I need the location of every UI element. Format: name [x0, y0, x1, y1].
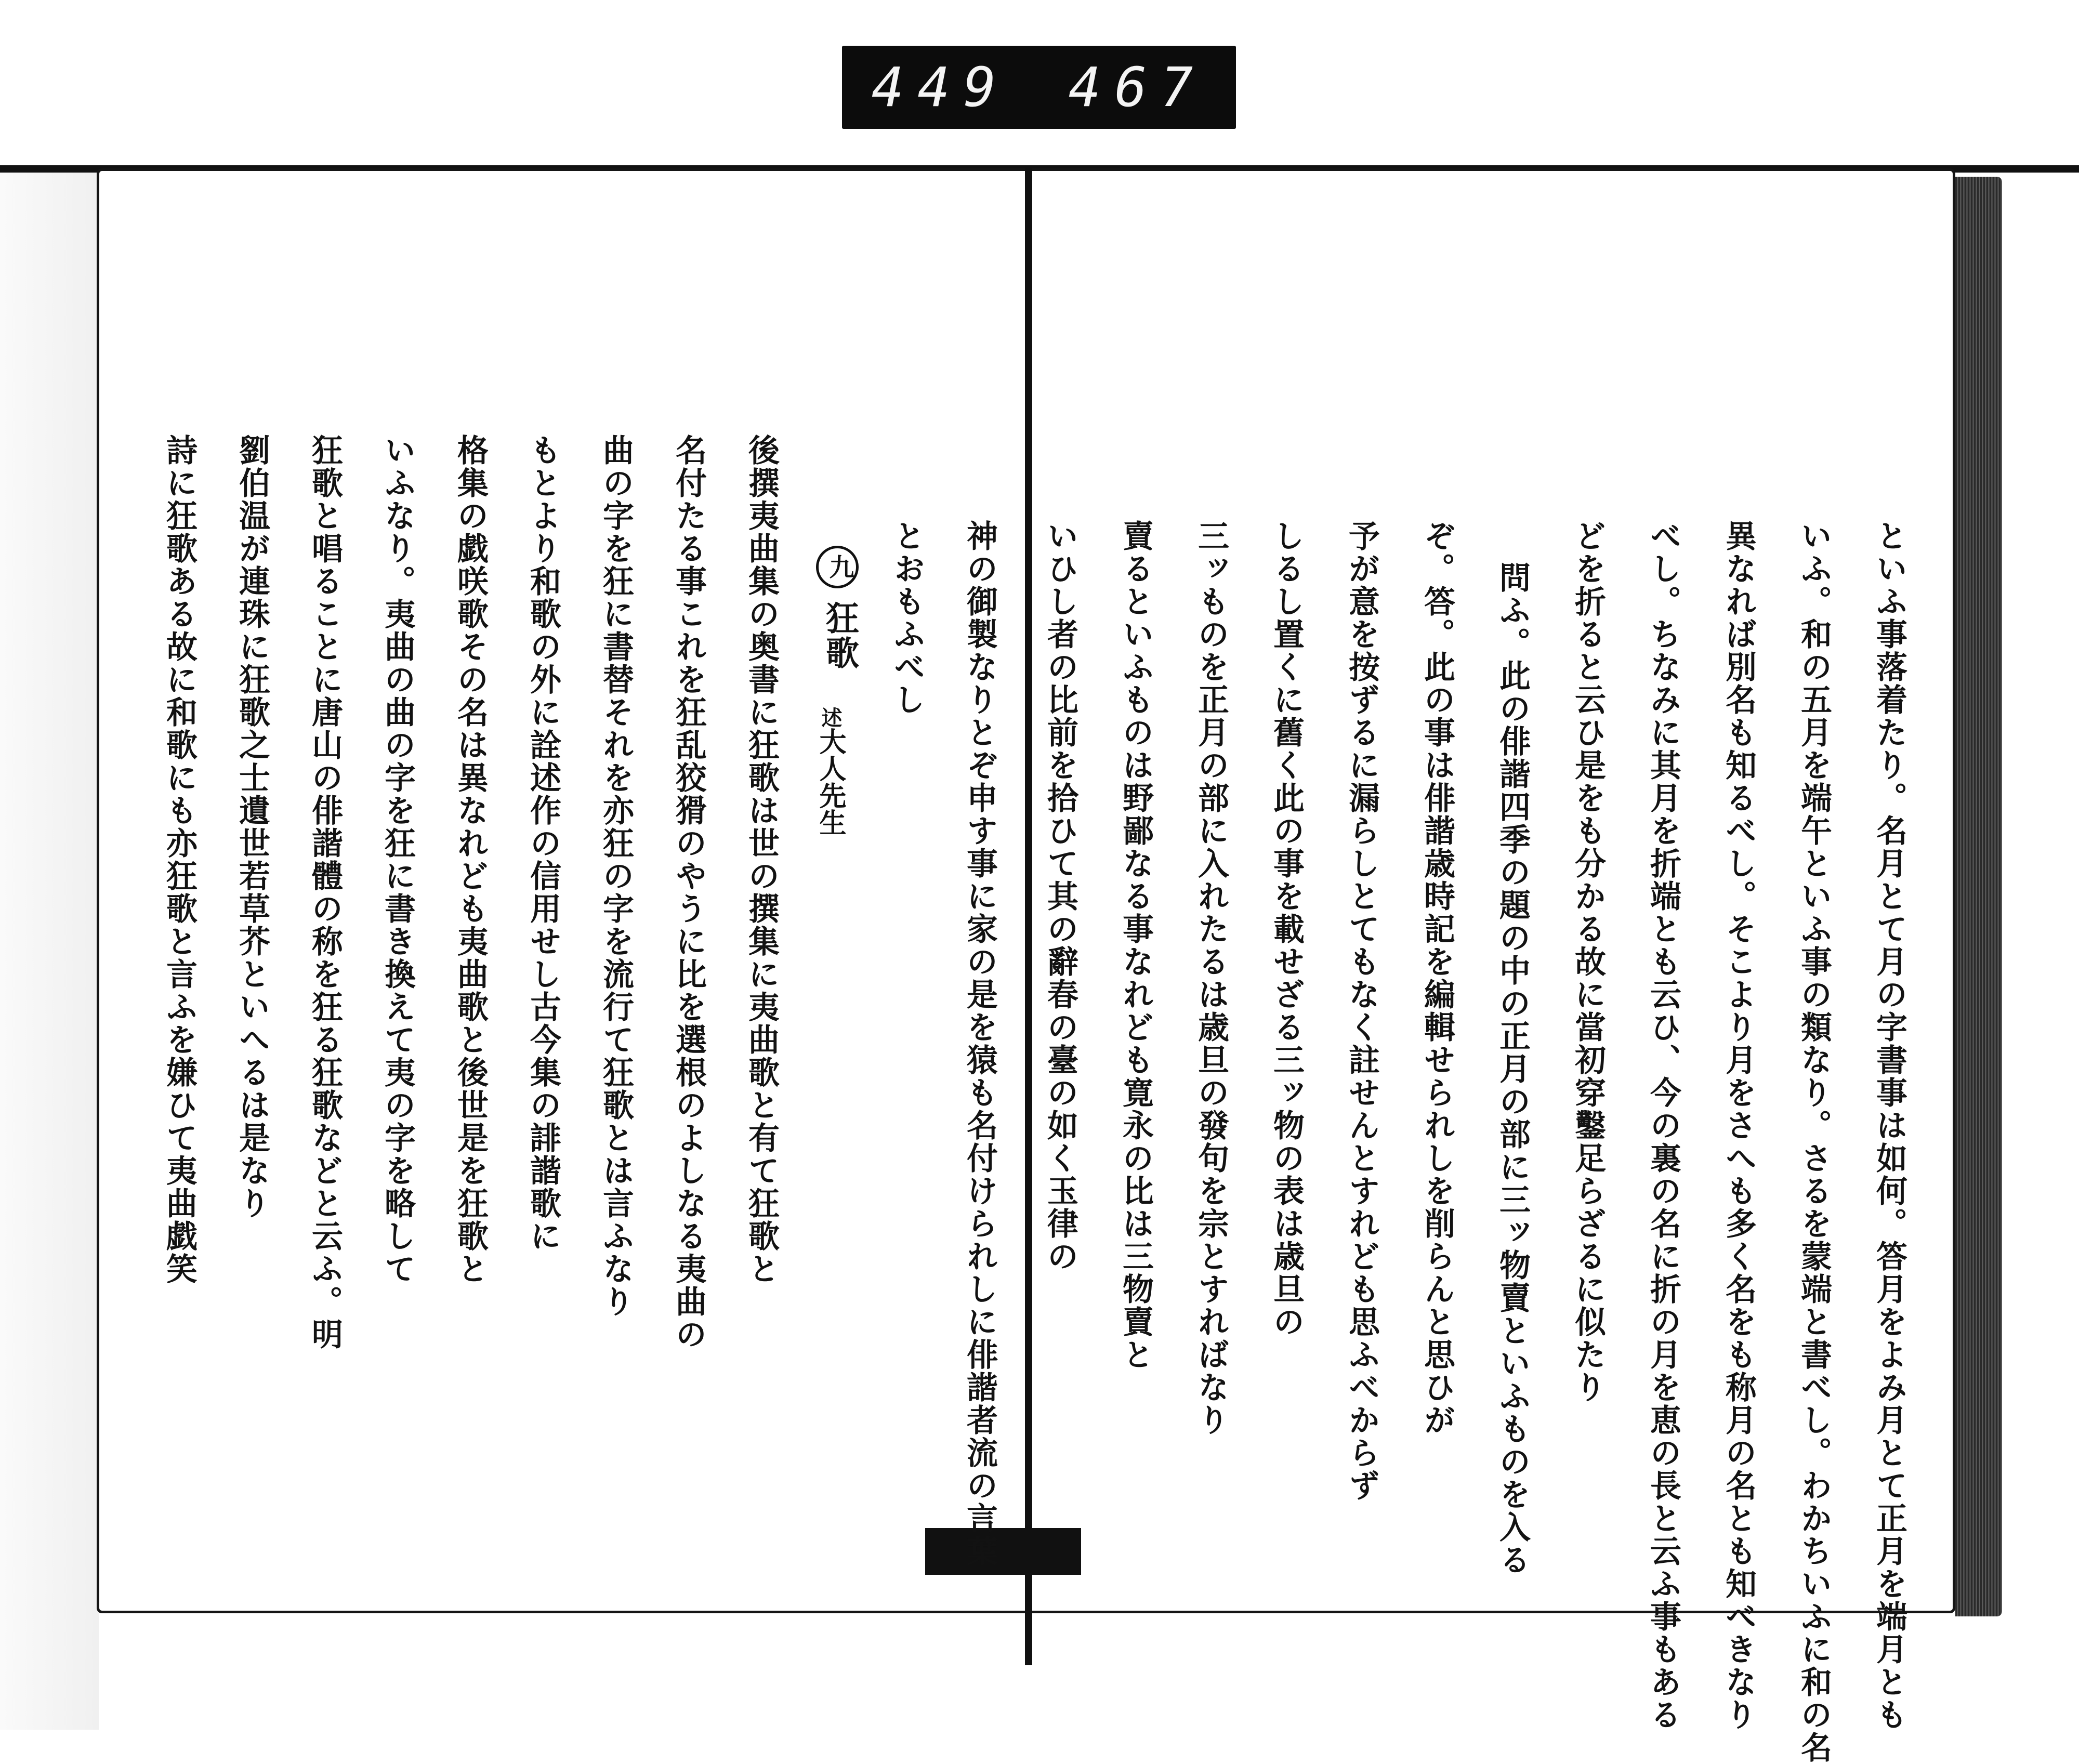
right-text-column: 異なれば別名も知るべし。そこより月をさへも多く名をも称月の名とも知べきなり [1720, 520, 1757, 1731]
author-line [811, 707, 850, 836]
left-body-column: 詩に狂歌ある故に和歌にも亦狂歌と言ふを嫌ひて夷曲戯笑 [161, 434, 198, 1285]
right-text-column: いひし者の比前を拾ひて其の辭春の臺の如く玉律の [1042, 520, 1078, 1273]
right-text-column: いふ。和の五月を端午といふ事の類なり。さるを蒙端と書べし。わかちいふに和の名 [1796, 520, 1832, 1764]
right-text-column: しるし置くに舊く此の事を載せざる三ッ物の表は歳旦の [1268, 520, 1305, 1338]
section-heading [816, 546, 859, 670]
author-name: 大人先生 [814, 728, 846, 836]
right-text-column: といふ事落着たり。名月とて月の字書事は如何。答月をよみ月とて正月を端月とも [1871, 520, 1907, 1731]
right-text-column: 問ふ。此の俳諧四季の題の中の正月の部に三ッ物賣といふものを入る [1494, 561, 1531, 1576]
scanner-right-bar [1985, 166, 2079, 173]
frame-number-plate [842, 46, 1236, 129]
left-text-column: 神の御製なりとぞ申す事に家の是を猿も名付けられしに俳諧者流の言葉 [962, 520, 998, 1568]
left-body-column: 名付たる事これを狂乱狡猾のやうに比を選根のよしなる夷曲の [670, 434, 707, 1351]
right-text-column: べし。ちなみに其月を折端とも云ひ、今の裏の名に折の月を恵の長と云ふ事もある [1645, 520, 1681, 1731]
left-body-column: 狂歌と唱ることに唐山の俳諧體の称を狂る狂歌などと云ふ。明 [307, 434, 343, 1351]
right-text-column: 賣るといふものは野鄙なる事なれども寛永の比は三物賣と [1117, 520, 1154, 1371]
gutter-foot-block [925, 1528, 1081, 1575]
left-body-column: 格集の戯咲歌その名は異なれども夷曲歌と後世是を狂歌と [452, 434, 489, 1285]
left-body-column: いふなり。夷曲の曲の字を狂に書き換えて夷の字を略して [379, 434, 416, 1285]
frame-number-second: 467 [1068, 56, 1207, 119]
right-text-column: どを折ると云ひ是をも分かる故に當初穿鑿足らざるに似たり [1570, 520, 1606, 1404]
right-text-column: 予が意を按ずるに漏らしとてもなく註せんとすれども思ふべからず [1344, 520, 1380, 1502]
left-body-column: 曲の字を狂に書替それを亦狂の字を流行て狂歌とは言ふなり [598, 434, 634, 1318]
right-text-column: ぞ。答。此の事は俳諧歳時記を編輯せられしを削らんと思ひが [1419, 520, 1455, 1437]
right-text-column: 三ッものを正月の部に入れたるは歳旦の發句を宗とすればなり [1193, 520, 1229, 1437]
section-title: 狂歌 [820, 601, 859, 670]
left-text-column: とおもふべし [889, 520, 925, 716]
scan-left-margin [0, 170, 99, 1730]
frame-number-first: 449 [871, 56, 1010, 119]
left-body-column: 劉伯温が連珠に狂歌之士遺世若草芥といへるは是なり [234, 434, 270, 1220]
book-gutter [1025, 168, 1032, 1665]
left-body-column: 後撰夷曲集の奥書に狂歌は世の撰集に夷曲歌と有て狂歌と [743, 434, 780, 1285]
section-number: 九 [816, 546, 859, 588]
page-fore-edge [1955, 177, 2002, 1616]
author-note: 述 [818, 707, 843, 728]
left-body-column: もとより和歌の外に詮述作の信用せし古今集の誹諧歌に [525, 434, 561, 1253]
